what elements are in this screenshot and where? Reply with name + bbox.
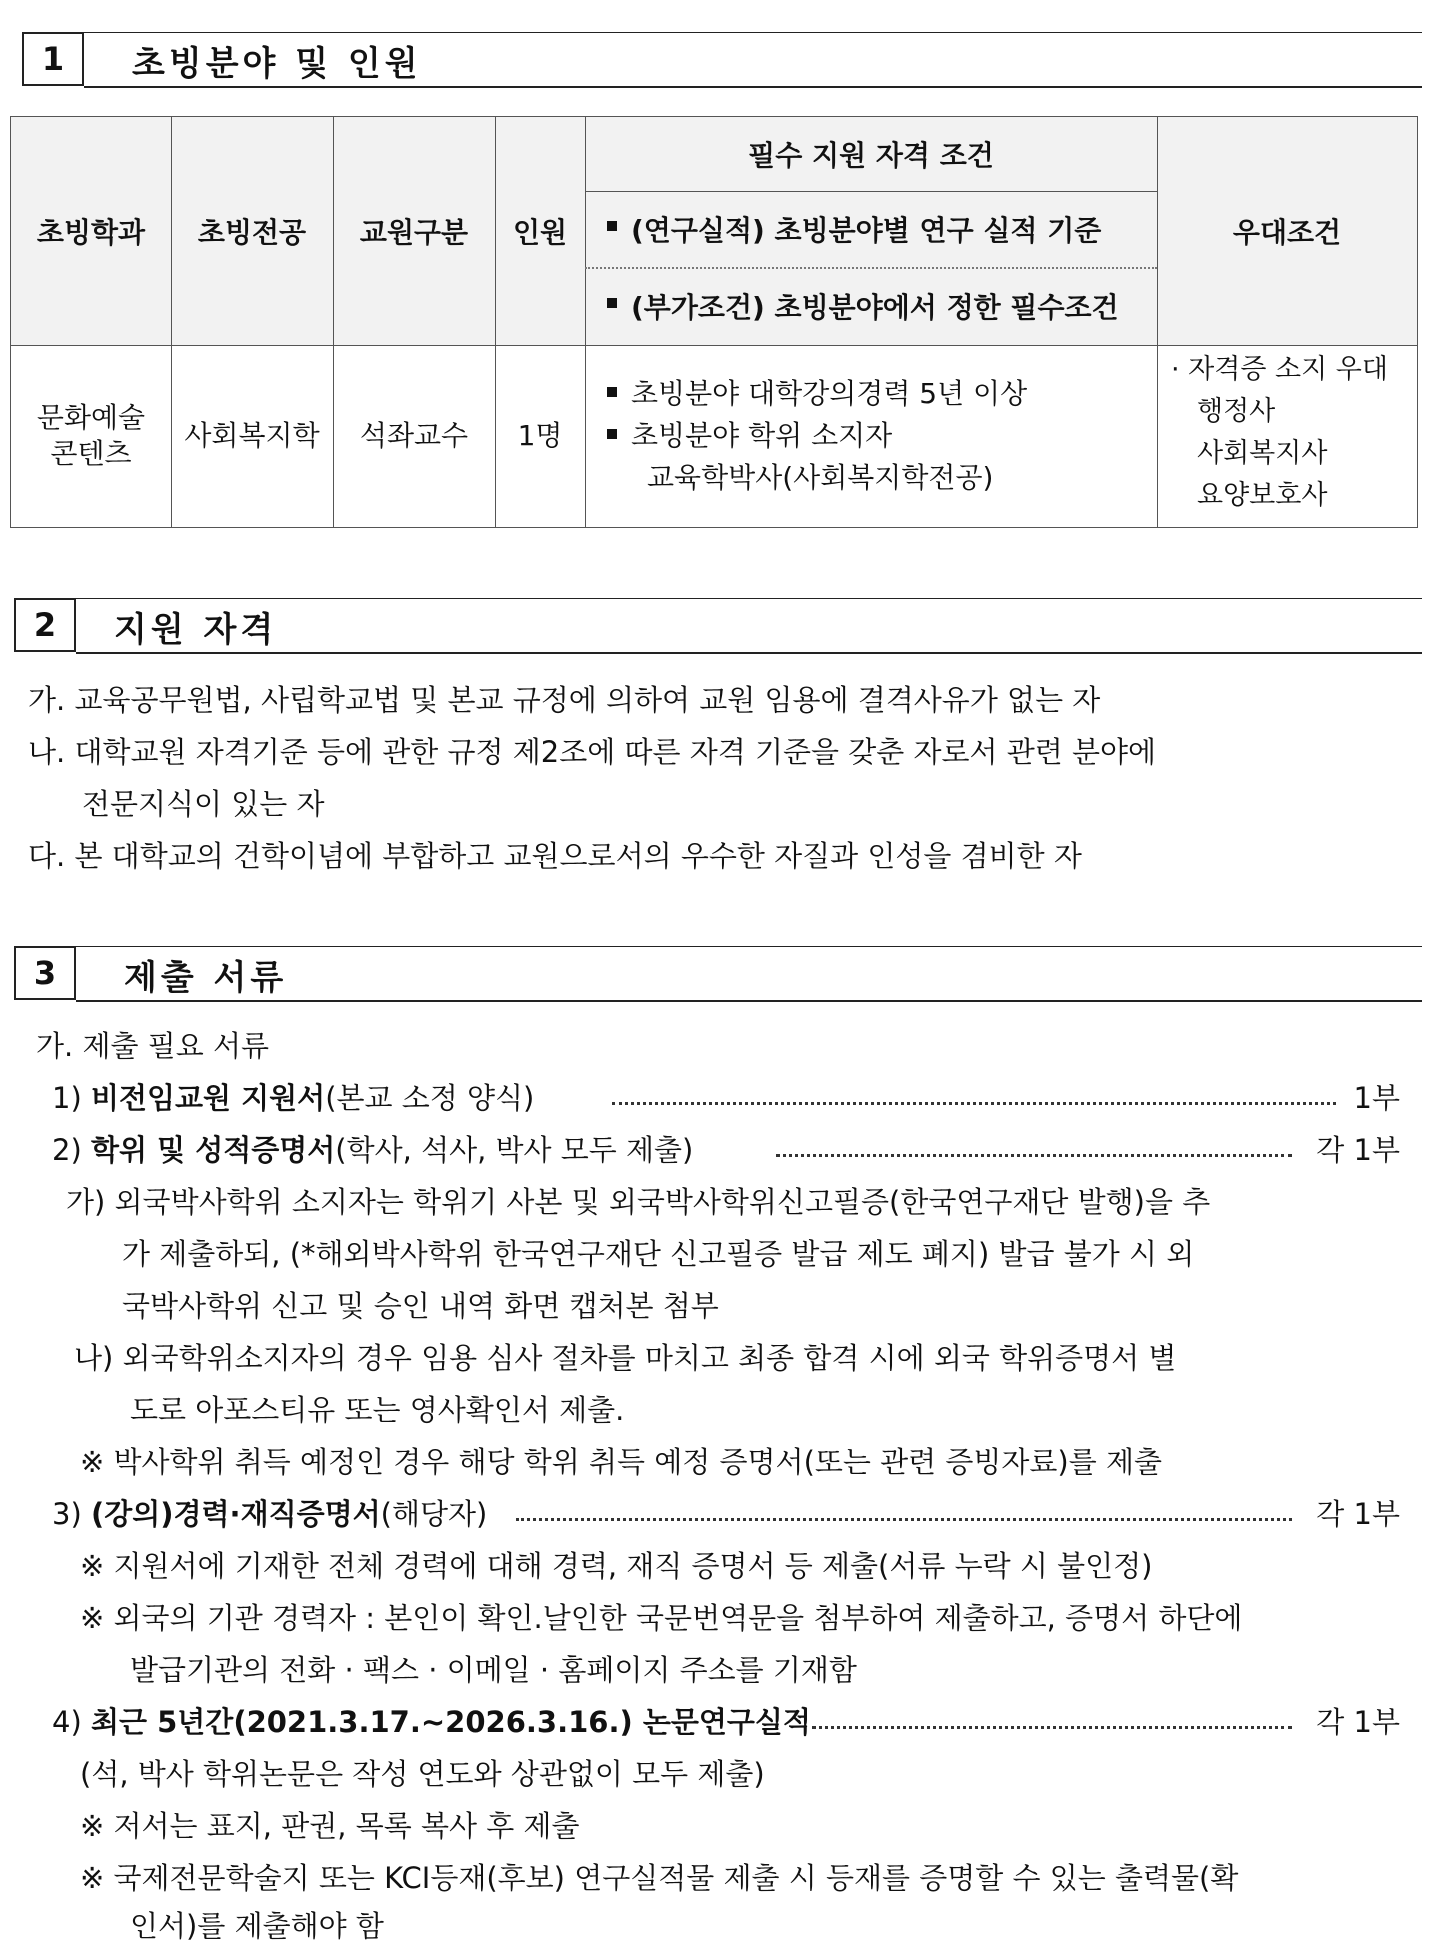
- cell-major: 사회복지학: [184, 419, 320, 452]
- section-number: 1: [22, 32, 84, 86]
- documents-heading: 가. 제출 필요 서류: [36, 1029, 269, 1063]
- doc-item-2-ga: 가) 외국박사학위 소지자는 학위기 사본 및 외국박사학위신고필증(한국연구재단 발행)을 추: [66, 1185, 1211, 1219]
- doc-count: 1부: [1353, 1081, 1400, 1115]
- header-major: 초빙전공: [171, 117, 333, 345]
- section-2-header: [14, 598, 1422, 656]
- qualification-na: 나. 대학교원 자격기준 등에 관한 규정 제2조에 따른 자격 기준을 갖춘 자로서 관련 분야에: [28, 735, 1156, 769]
- section-title: 제출 서류: [124, 958, 288, 998]
- qualification-na-cont: 전문지식이 있는 자: [82, 787, 325, 821]
- recruitment-table: [10, 116, 1418, 528]
- req-sub: 교육학박사(사회복지학전공): [647, 461, 994, 494]
- doc-item-3-note-2-cont: 발급기관의 전화 · 팩스 · 이메일 · 홈페이지 주소를 기재함: [130, 1653, 857, 1687]
- req-item: 초빙분야 학위 소지자: [607, 415, 892, 457]
- doc-item-2-ga-cont: 국박사학위 신고 및 승인 내역 화면 캡처본 첨부: [122, 1289, 719, 1323]
- section-title: 지원 자격: [114, 610, 278, 650]
- pref-item: 요양보호사: [1197, 480, 1328, 511]
- doc-count: 각 1부: [1316, 1133, 1400, 1167]
- header-pref: 우대조건: [1157, 117, 1417, 345]
- section-1-header: [22, 32, 1422, 90]
- doc-item-3-note-1: ※ 지원서에 기재한 전체 경력에 대해 경력, 재직 증명서 등 제출(서류 누락 시 불인정): [80, 1549, 1153, 1583]
- cell-count: 1명: [517, 419, 563, 452]
- qualification-ga: 가. 교육공무원법, 사립학교법 및 본교 규정에 의하여 교원 임용에 결격사유가 없는 자: [28, 683, 1101, 717]
- pref-item: 사회복지사: [1197, 438, 1328, 469]
- header-req-title: 필수 지원 자격 조건: [585, 117, 1157, 191]
- doc-item-3-note-2: ※ 외국의 기관 경력자 : 본인이 확인.날인한 국문번역문을 첨부하여 제출하고, 증명서 하단에: [80, 1601, 1243, 1635]
- doc-count: 각 1부: [1316, 1497, 1400, 1531]
- section-title: 초빙분야 및 인원: [132, 44, 422, 84]
- header-req-research: (연구실적) 초빙분야별 연구 실적 기준: [585, 191, 1157, 267]
- doc-item-2-na-cont: 도로 아포스티유 또는 영사확인서 제출.: [130, 1393, 625, 1427]
- cell-preference: [1157, 345, 1417, 527]
- header-dept: 초빙학과: [11, 117, 171, 345]
- header-req-extra: (부가조건) 초빙분야에서 정한 필수조건: [585, 267, 1157, 345]
- cell-type: 석좌교수: [359, 419, 469, 452]
- req-item: 초빙분야 대학강의경력 5년 이상: [607, 373, 1027, 415]
- section-3-header: [14, 946, 1422, 1004]
- header-count: 인원: [495, 117, 585, 345]
- doc-item-2-ga-cont: 가 제출하되, (*해외박사학위 한국연구재단 신고필증 발급 제도 폐지) 발급 불가 시 외: [122, 1237, 1195, 1271]
- doc-item-4-sub: (석, 박사 학위논문은 작성 연도와 상관없이 모두 제출): [80, 1757, 765, 1791]
- leader-dots: [776, 1154, 1292, 1157]
- header-type: 교원구분: [333, 117, 495, 345]
- section-number: 3: [14, 946, 76, 1000]
- cell-dept: 문화예술 콘텐츠: [36, 401, 146, 470]
- doc-item-4-note-2-cont: 인서)를 제출해야 함: [130, 1909, 384, 1943]
- leader-dots: [812, 1726, 1292, 1729]
- pref-title: · 자격증 소지 우대: [1171, 354, 1388, 385]
- doc-item-4-note-1: ※ 저서는 표지, 판권, 목록 복사 후 제출: [80, 1809, 580, 1843]
- doc-item-3: 3) (강의)경력·재직증명서(해당자): [52, 1497, 488, 1531]
- cell-requirements: [585, 345, 1157, 527]
- pref-item: 행정사: [1197, 396, 1276, 427]
- leader-dots: [612, 1102, 1336, 1105]
- doc-item-1: 1) 비전임교원 지원서(본교 소정 양식): [52, 1081, 535, 1115]
- doc-count: 각 1부: [1316, 1705, 1400, 1739]
- section-number: 2: [14, 598, 76, 652]
- doc-item-2: 2) 학위 및 성적증명서(학사, 석사, 박사 모두 제출): [52, 1133, 694, 1167]
- leader-dots: [516, 1518, 1292, 1521]
- doc-item-4: 4) 최근 5년간(2021.3.17.~2026.3.16.) 논문연구실적: [52, 1705, 811, 1739]
- qualification-da: 다. 본 대학교의 건학이념에 부합하고 교원으로서의 우수한 자질과 인성을 겸비한 자: [28, 839, 1082, 873]
- doc-item-2-na: 나) 외국학위소지자의 경우 임용 심사 절차를 마치고 최종 합격 시에 외국 학위증명서 별: [74, 1341, 1177, 1375]
- doc-item-2-note: ※ 박사학위 취득 예정인 경우 해당 학위 취득 예정 증명서(또는 관련 증빙자료)를 제출: [80, 1445, 1163, 1479]
- doc-item-4-note-2: ※ 국제전문학술지 또는 KCI등재(후보) 연구실적물 제출 시 등재를 증명할 수 있는 출력물(확: [80, 1861, 1239, 1895]
